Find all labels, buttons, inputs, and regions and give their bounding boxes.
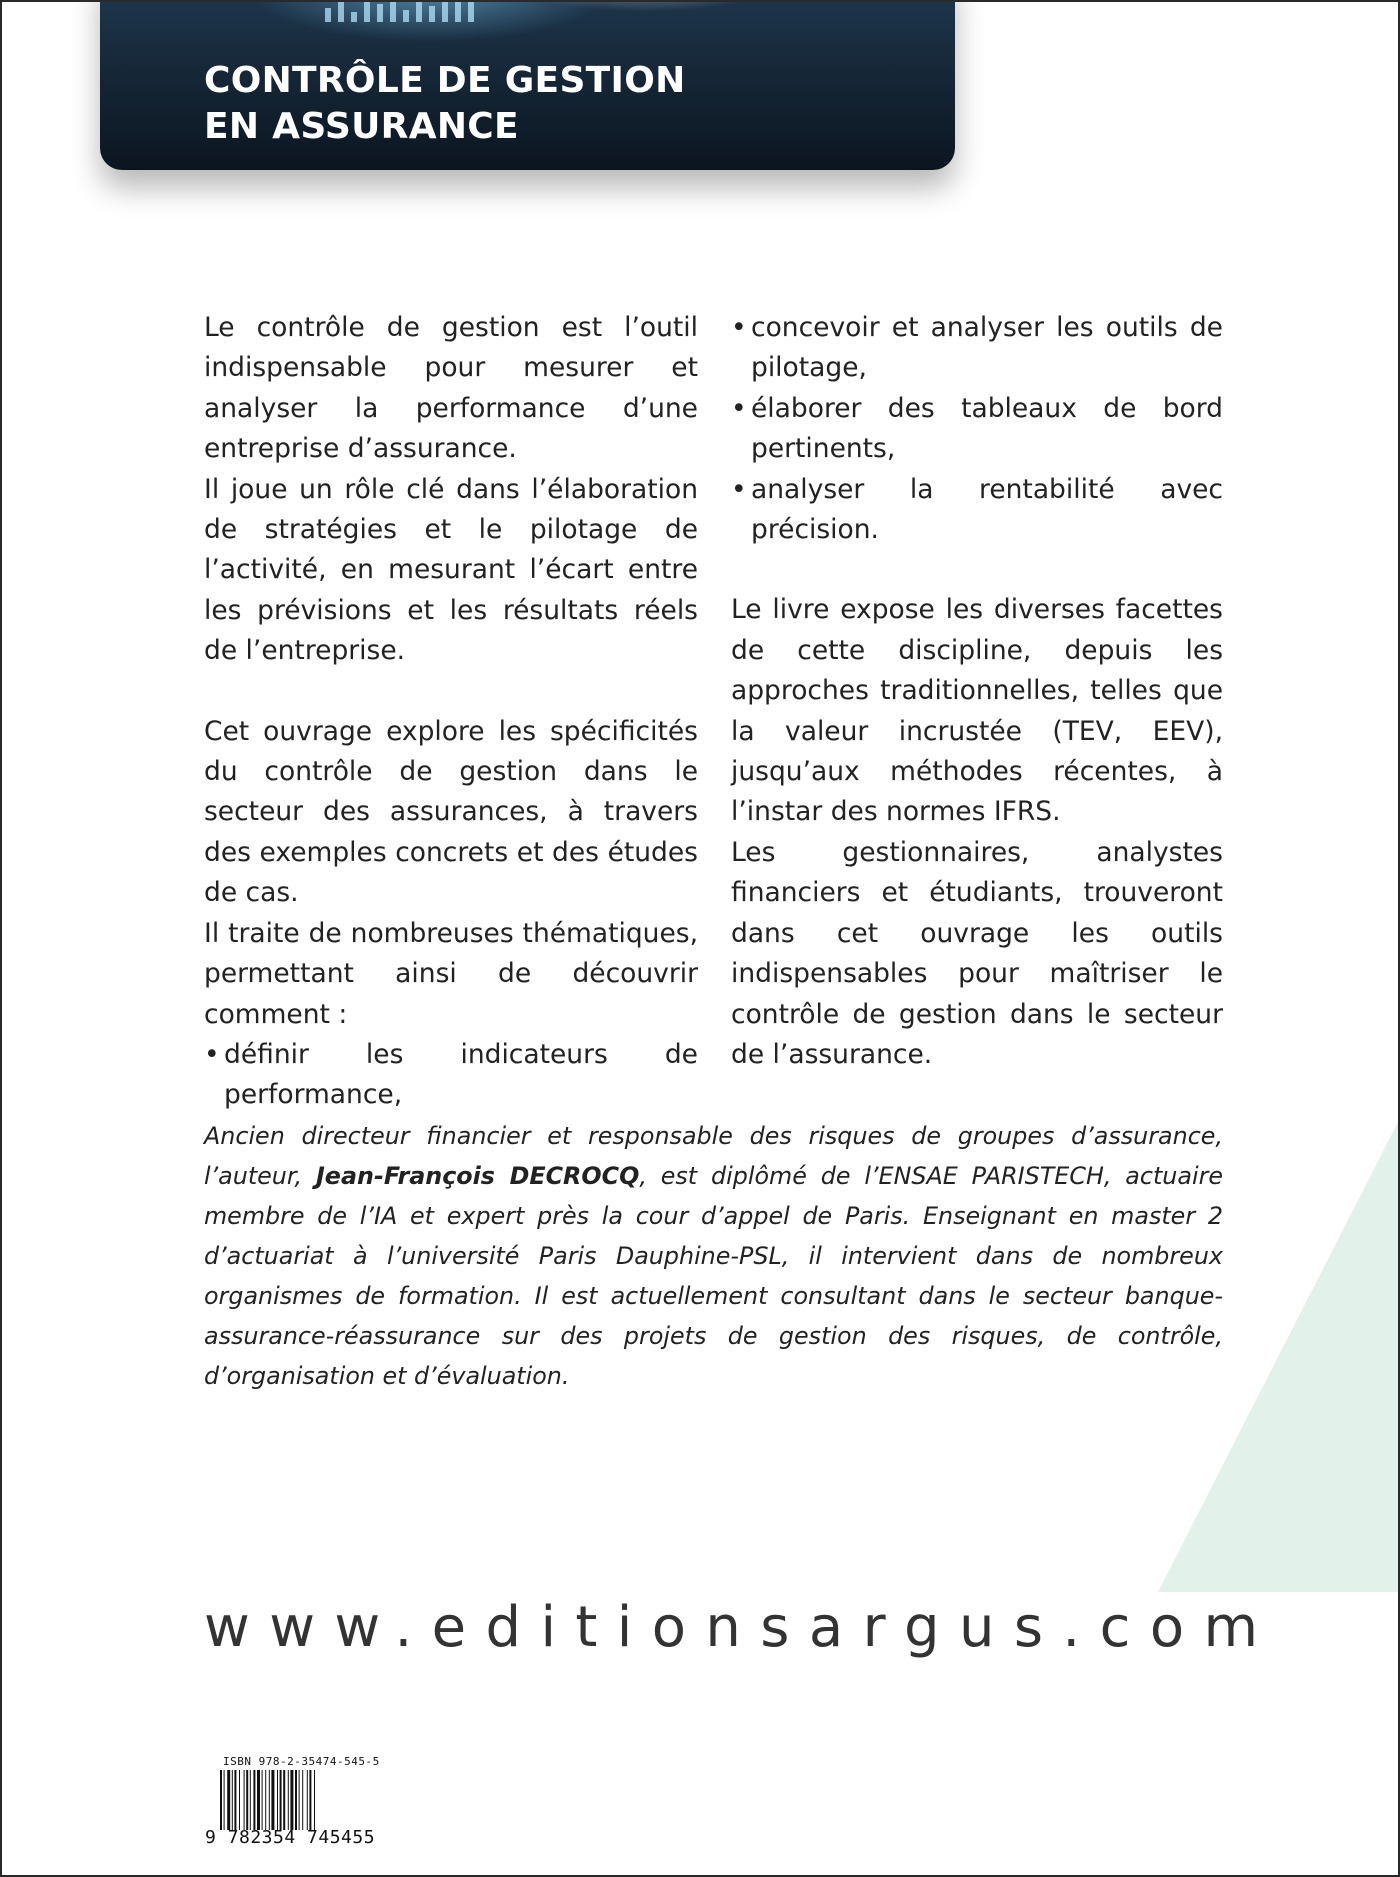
author-name: Jean-François DECROCQ [315,1162,640,1190]
topic-item: • élaborer des tableaux de bord pertinents, [731,389,1223,470]
paragraph-audience: Les gestionnaires, analystes financiers et étudiants, trouveront dans cet ouvrage les outils indispensables pour maîtriser le contrôle de gestion dans le secteur de l’assurance. [731,836,1223,1070]
banner-photo-chart-bars [325,0,481,22]
isbn-label: ISBN 978-2-35474-545-5 [223,1755,380,1768]
topic-item: • définir les indicateurs de performance, [204,1035,698,1116]
description-left-column [204,308,698,1116]
topic-item: • concevoir et analyser les outils de pilotage, [731,308,1223,389]
author-bio [204,1116,1223,1396]
paragraph-topics: Il traite de nombreuses thématiques, permettant ainsi de découvrir comment : [204,917,698,1030]
paragraph-gap [204,672,698,712]
title-banner [100,0,955,170]
book-title [204,58,686,150]
author-bio-intro: Ancien directeur financier et responsable des risques de groupes d’assurance, l’auteur, [204,1122,1223,1190]
description-right-column [731,308,1223,1075]
book-title-line2: EN ASSURANCE [204,106,519,147]
topics-list-left [204,1035,698,1116]
book-title-line1: CONTRÔLE DE GESTION [204,60,686,101]
paragraph-facets: Le livre expose les diverses facettes de cette discipline, depuis les approches traditionnelles, telles que la valeur incrustée (TEV, EEV), jusqu’aux méthodes récentes, à l’instar des normes IFRS. [731,594,1223,828]
barcode-digits: 9 782354 745455 [205,1827,376,1848]
paragraph-book: Cet ouvrage explore les spécificités du contrôle de gestion dans le secteur des assurances, à travers des exemples concrets et des études de cas. [204,715,698,909]
paragraph-gap [731,550,1223,590]
topic-item: • analyser la rentabilité avec précision. [731,470,1223,551]
topics-list-right [731,308,1223,550]
banner-photo-hand [540,0,800,12]
publisher-website: www.editionsargus.com [204,1595,1278,1660]
author-bio-details: , est diplômé de l’ENSAE PARISTECH, actuaire membre de l’IA et expert près la cour d’appel de Paris. Enseignant en master 2 d’actuariat à l’université Paris Dauphine-PSL, il intervient dans de nombreux organismes de formation. Il est actuellement consultant dans le secteur banque-assurance-réassurance sur des projets de gestion des risques, de contrôle, d’organisation et d’évaluation. [204,1162,1224,1390]
paragraph-intro: Le contrôle de gestion est l’outil indispensable pour mesurer et analyser la performance d’une entreprise d’assurance. [204,312,698,465]
paragraph-role: Il joue un rôle clé dans l’élaboration de stratégies et le pilotage de l’activité, en mesurant l’écart entre les prévisions et les résultats réels de l’entreprise. [204,473,698,667]
isbn-barcode [218,1770,386,1830]
